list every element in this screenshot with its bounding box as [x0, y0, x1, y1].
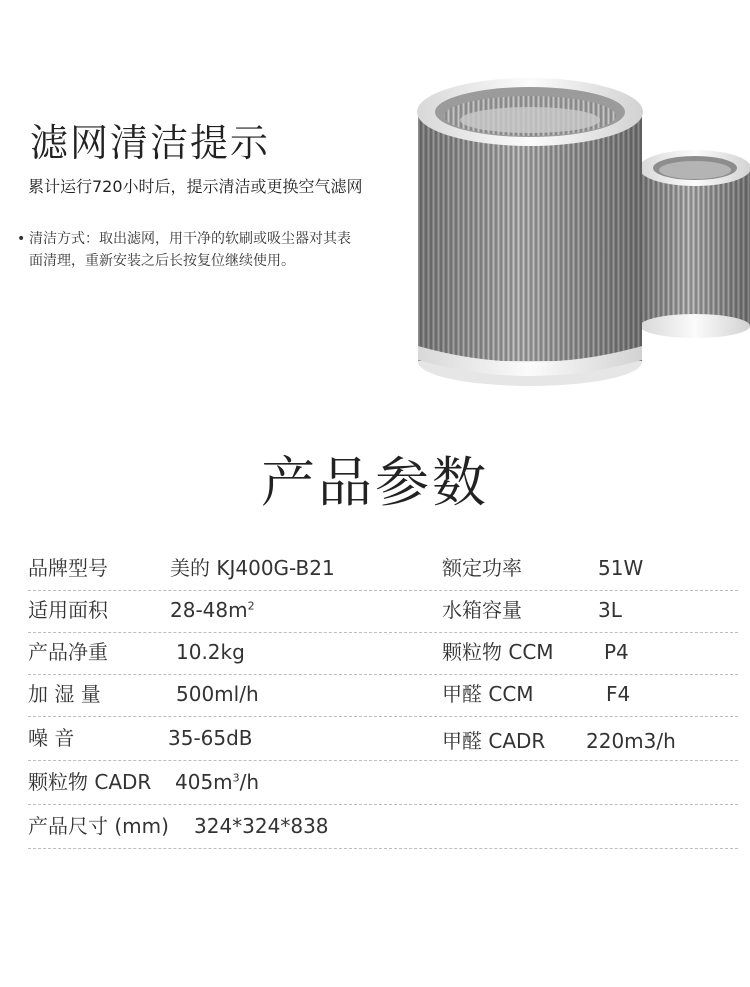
spec-value: 10.2kg [176, 640, 245, 664]
spec-row [28, 716, 738, 761]
spec-label: 品牌型号 [28, 556, 108, 580]
spec-value-with-sup [175, 768, 259, 796]
spec-value-with-sup [170, 596, 255, 624]
spec-value: 220m3/h [586, 729, 676, 753]
superscript: 2 [247, 599, 255, 613]
spec-label: 水箱容量 [442, 598, 522, 622]
filter-cleaning-section [0, 0, 750, 410]
cleaning-method-text: 清洁方式：取出滤网，用干净的软刷或吸尘器对其表面清理，重新安装之后长按复位继续使用。 [29, 231, 351, 269]
large-filter-cartridge [417, 78, 643, 386]
spec-value: 美的 KJ400G-B21 [170, 556, 335, 580]
spec-value: 3L [598, 598, 622, 622]
spec-label: 颗粒物 CCM [442, 640, 554, 664]
small-filter-cartridge [639, 150, 750, 338]
spec-label: 甲醛 CCM [442, 682, 534, 706]
spec-value: F4 [606, 682, 631, 706]
filter-cleaning-subtitle: 累计运行720小时后，提示清洁或更换空气滤网 [28, 177, 363, 196]
spec-value: 35-65dB [168, 726, 253, 750]
spec-row [28, 672, 738, 717]
spec-value: P4 [604, 640, 629, 664]
spec-row [28, 588, 738, 633]
spec-label: 适用面积 [28, 598, 108, 622]
spec-row [28, 760, 738, 805]
spec-label: 额定功率 [442, 556, 522, 580]
superscript: 3 [232, 771, 240, 785]
filter-cartridges-image [405, 76, 750, 396]
spec-row [28, 804, 738, 849]
spec-label: 噪 音 [28, 726, 75, 750]
filter-cleaning-title: 滤网清洁提示 [30, 121, 271, 165]
spec-row [28, 546, 738, 591]
spec-value: 28-48m [170, 598, 248, 622]
bullet-icon: • [17, 231, 26, 247]
spec-row [28, 630, 738, 675]
spec-value: 405m [175, 770, 233, 794]
spec-label: 颗粒物 CADR [28, 770, 152, 794]
spec-value-suffix: /h [239, 770, 260, 794]
spec-label: 产品尺寸 (mm) [28, 814, 169, 838]
spec-label: 产品净重 [28, 640, 108, 664]
cleaning-method-note [17, 228, 353, 272]
spec-label: 甲醛 CADR [442, 729, 546, 753]
spec-value: 51W [598, 556, 644, 580]
spec-label: 加 湿 量 [28, 682, 101, 706]
spec-value: 500ml/h [176, 682, 259, 706]
spec-value: 324*324*838 [194, 814, 329, 838]
product-params-title: 产品参数 [261, 451, 489, 514]
